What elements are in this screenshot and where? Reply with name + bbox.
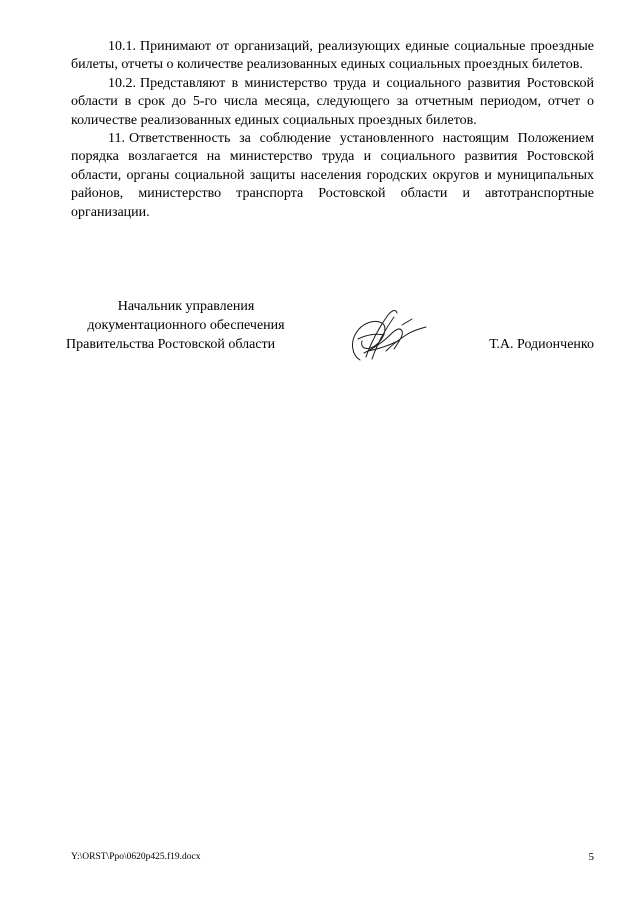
paragraph-number: 10.2. — [108, 75, 136, 91]
paragraph-text: Принимают от организаций, реализующих единые социальные проездные билеты, отчеты о количестве реализованных единых социальных проездных билетов. — [71, 39, 594, 73]
file-path: Y:\ORST\Ppo\0620p425.f19.docx — [71, 852, 201, 862]
document-body — [71, 38, 594, 222]
signatory-name: Т.А. Родионченко — [489, 337, 594, 352]
signatory-title-line-3: Правительства Ростовской области — [66, 337, 276, 352]
page-number: 5 — [588, 851, 594, 863]
paragraph-10-1 — [71, 38, 594, 75]
paragraph-text: Представляют в министерство труда и социального развития Ростовской области в срок до 5-го числа месяца, следующего за отчетным периодом, отчет о количестве реализованных единых социальных проездных билетов. — [71, 75, 594, 128]
paragraph-number: 11. — [108, 131, 125, 147]
handwritten-signature — [342, 305, 432, 367]
paragraph-number: 10.1. — [108, 39, 136, 54]
paragraph-11 — [71, 130, 594, 222]
paragraph-10-2 — [71, 75, 594, 130]
signatory-title — [66, 297, 306, 354]
paragraph-text: Ответственность за соблюдение установленного настоящим Положением порядка возлагается на министерство труда и социального развития Ростовской области, органы социальной защиты населения городских округов и муниципальных районов, министерство транспорта Ростовской области и автотранспортные организации. — [71, 131, 594, 220]
signatory-title-line-1: Начальник управления — [117, 299, 255, 314]
signatory-title-line-2: документационного обеспечения — [87, 318, 285, 333]
signature-block — [66, 297, 594, 367]
